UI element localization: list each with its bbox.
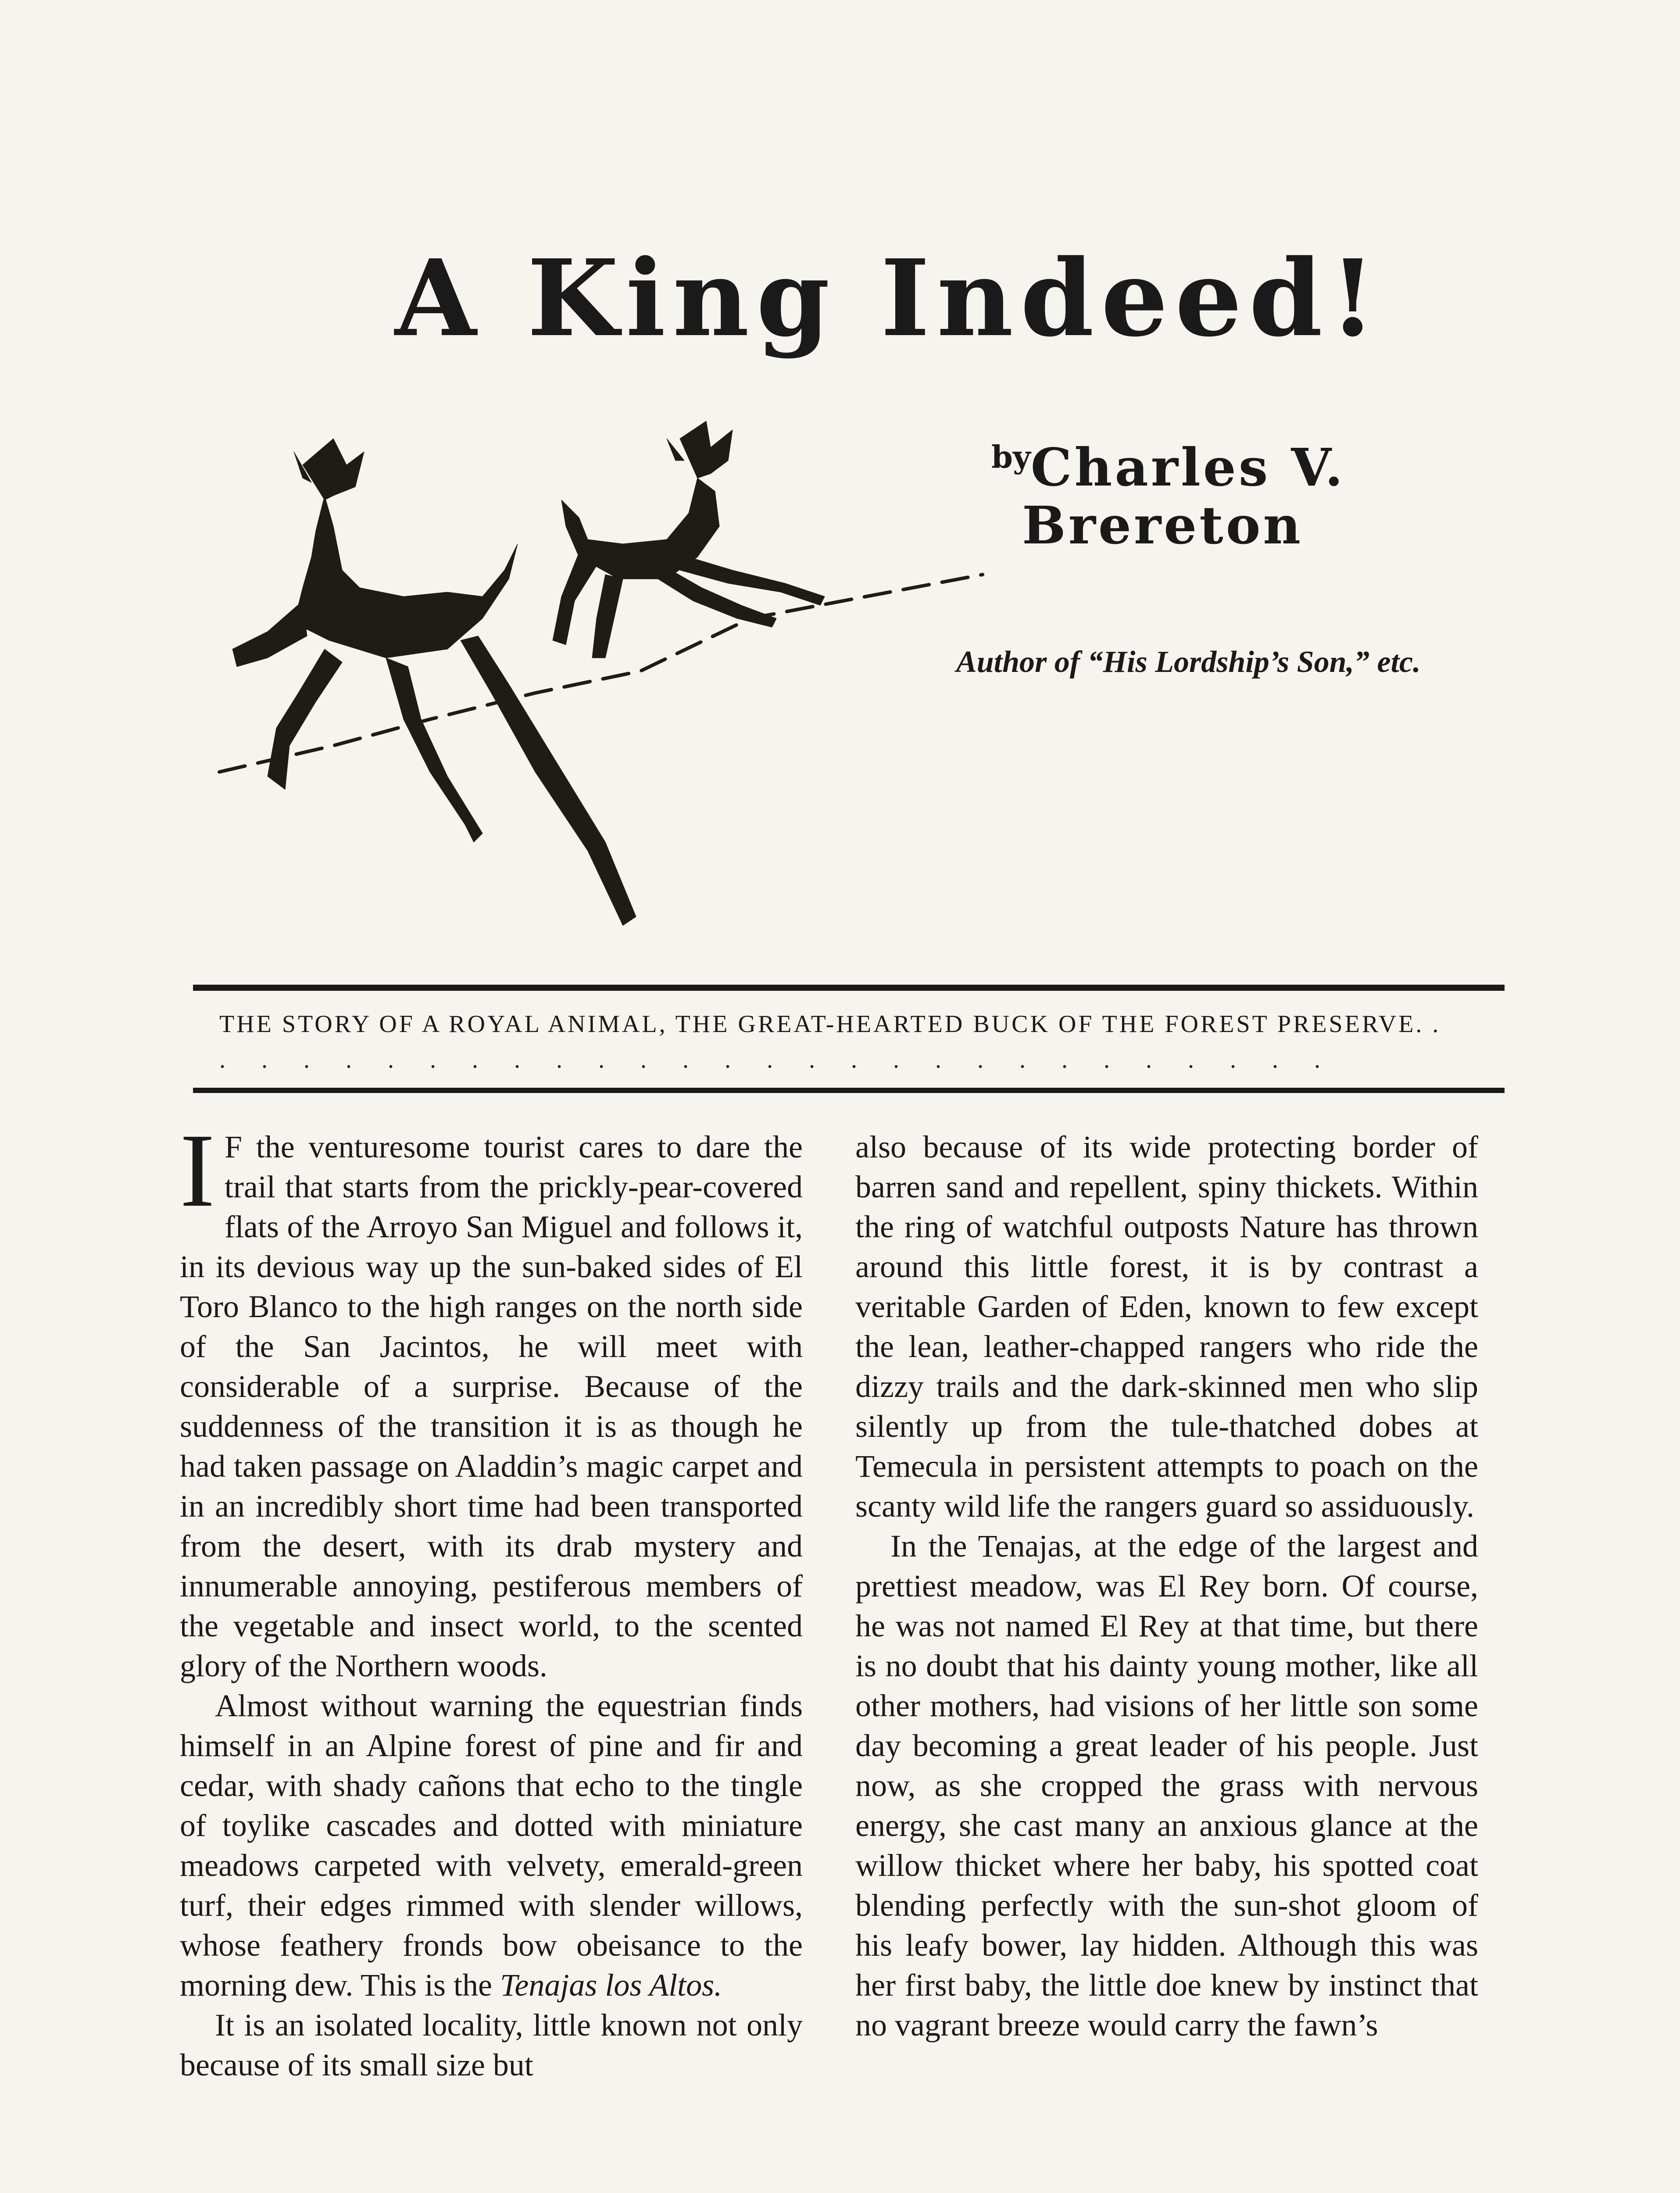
byline-prefix: by: [991, 439, 1031, 475]
paragraph-text: In the Tenajas, at the edge of the largest and prettiest meadow, was El Rey born. Of course, he was not named El Rey at that time, but there is no doubt that his dainty young mother, like all other mothers, had visions of her little son some day becoming a great leader of his people. Just now, as she cropped the grass with nervous energy, she cast many an anxious glance at the willow thicket where her baby, his spotted coat blending perfectly with the sun-shot gloom of his leafy bower, lay hidden. Although this was her first baby, the little doe knew by instinct that no vagrant breeze would carry the fawn’s: [855, 1529, 1478, 2043]
paragraph: [180, 1112, 803, 1686]
paragraph: [180, 1686, 803, 2005]
drop-cap: I: [180, 1112, 215, 1229]
summary-leader-dots: . . . . . . . . . . . . . . . . . . . . . . . . . . . .: [219, 1011, 1454, 1074]
bottom-rule: [193, 1088, 1505, 1093]
summary-text: THE STORY OF A ROYAL ANIMAL, THE GREAT-HEARTED BUCK OF THE FOREST PRESERVE.: [219, 1011, 1424, 1038]
byline-line2: Brereton: [1022, 495, 1304, 556]
byline-line1: Charles V.: [1030, 437, 1346, 498]
paragraph-text: It is an isolated locality, little known not only because of its small size but: [180, 2007, 803, 2082]
story-summary: [219, 1007, 1483, 1078]
paragraph-text: Almost without warning the equestrian finds himself in an Alpine forest of pine and fir and cedar, with shady cañons that echo to the tingle of toylike cascades and dotted with miniature meadows carpeted with velvety, emerald-green turf, their edges rimmed with slender willows, whose feathery fronds bow obeisance to the morning dew. This is the: [180, 1688, 803, 2003]
deer-illustration: [202, 412, 1013, 961]
paragraph: [855, 1526, 1478, 2045]
top-rule: [193, 985, 1505, 991]
paragraph-text: also because of its wide protecting border of barren sand and repellent, spiny thickets. Within the ring of watchful outposts Nature has thrown around this little forest, it is by contrast a veritable Garden of Eden, known to few except the lean, leather-chapped rangers who ride the dizzy trails and the dark-skinned men who slip silently up from the tule-thatched dobes at Temecula in persistent attempts to poach on the scanty wild life the rangers guard so assiduously.: [855, 1129, 1478, 1524]
byline: [991, 439, 1562, 554]
text-column-right: [855, 1127, 1478, 2045]
place-name-italic: Tenajas los Altos.: [500, 1968, 722, 2003]
paragraph-text: F the venturesome tourist cares to dare the trail that starts from the prickly-pear-covered flats of the Arroyo San Miguel and follows it, in its devious way up the sun-baked sides of El Toro Blanco to the high ranges on the north side of the San Jacintos, he will meet with considerable of a surprise. Because of the suddenness of the transition it is as though he had taken passage on Aladdin’s magic carpet and in an incredibly short time had been transported from the desert, with its drab mystery and innumerable annoying, pestiferous members of the vegetable and insect world, to the scented glory of the Northern woods.: [180, 1129, 803, 1683]
story-title: A King Indeed!: [395, 236, 1383, 360]
author-note: Author of “His Lordship’s Son,” etc.: [956, 645, 1421, 679]
paragraph: [180, 2005, 803, 2085]
text-column-left: [180, 1112, 803, 2085]
paragraph: [855, 1127, 1478, 1526]
